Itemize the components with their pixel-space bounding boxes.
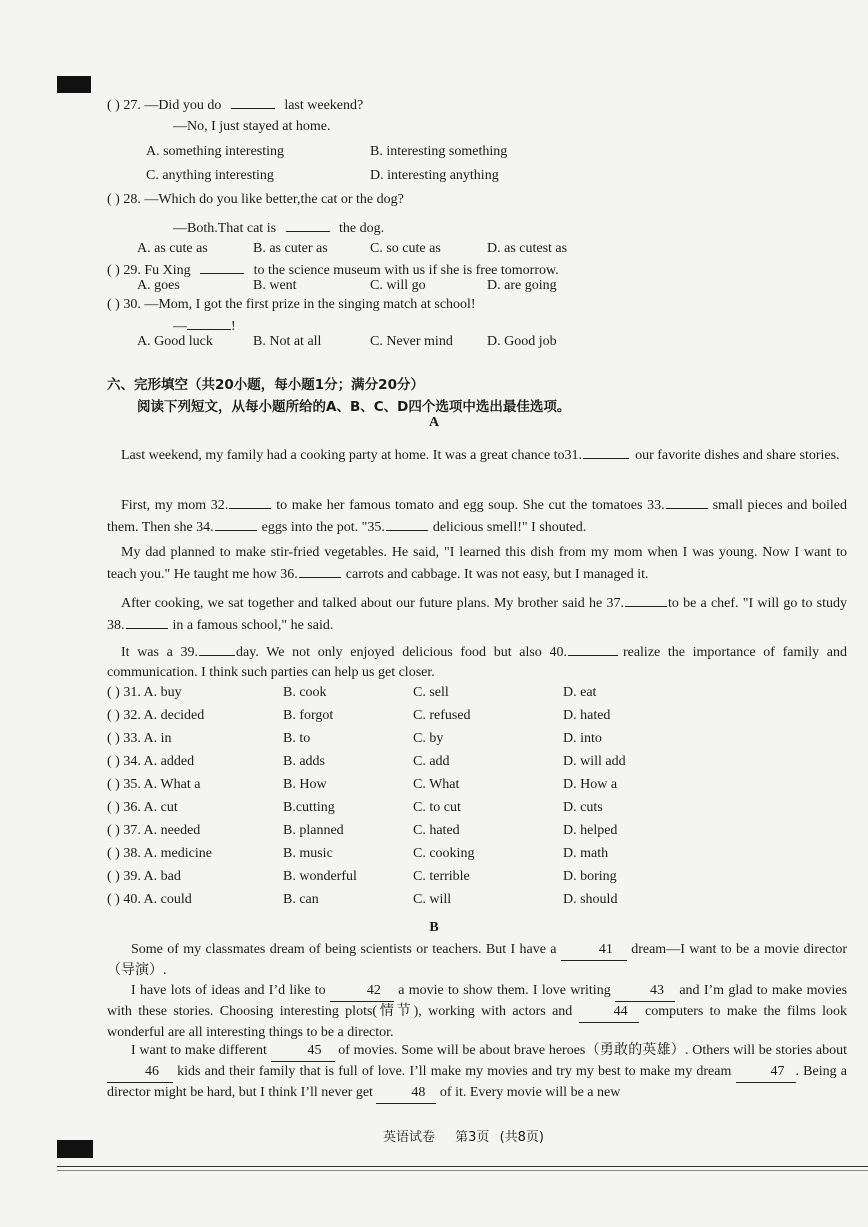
passage-a-p2-c: small pieces and boiled them. Then she 34. (107, 498, 847, 535)
q27-option-c: C. anything interesting (146, 168, 274, 183)
q30-option-a: A. Good luck (137, 334, 213, 349)
option-37-b: B. planned (283, 823, 344, 838)
q29-option-c: C. will go (370, 278, 426, 293)
option-38-d: D. math (563, 846, 609, 861)
q27-stem-a: ( ) 27. —Did you do (107, 98, 222, 113)
option-33-d: D. into (563, 731, 602, 746)
footer-page: 第3页 (455, 1130, 490, 1145)
option-34-c: C. add (413, 754, 450, 769)
passage-a-p3-b: carrots and cabbage. It was not easy, but I managed it. (345, 567, 649, 582)
part-b-label: B (429, 920, 439, 935)
passage-b-p3 (107, 1041, 847, 1104)
passage-a-p1 (107, 444, 847, 466)
footer-rule-bottom (57, 1170, 868, 1171)
passage-a-p2-b: to make her famous tomato and egg soup. She cut the tomatoes 33. (276, 498, 665, 513)
passage-a-p4-a: After cooking, we sat together and talked about our future plans. My brother said he 37. (121, 596, 624, 611)
blank-43: 43 (615, 981, 675, 1002)
q29-option-b: B. went (253, 278, 297, 293)
option-31-c: C. sell (413, 685, 449, 700)
option-36-a: ( ) 36. A. cut (107, 800, 178, 815)
option-31-d: D. eat (563, 685, 597, 700)
option-31-a: ( ) 31. A. buy (107, 685, 182, 700)
passage-a-p2 (107, 494, 847, 538)
option-38-c: C. cooking (413, 846, 475, 861)
blank-34 (215, 516, 257, 531)
blank-41: 41 (561, 940, 627, 961)
passage-a-p2-e: delicious smell!" I shouted. (432, 520, 587, 535)
option-36-d: D. cuts (563, 800, 603, 815)
blank-35 (386, 516, 428, 531)
section6-instruction: 阅读下列短文，从每小题所给的A、B、C、D四个选项中选出最佳选项。 (137, 399, 571, 415)
q30-option-c: C. Never mind (370, 334, 453, 349)
option-35-c: C. What (413, 777, 460, 792)
q30-stem: ( ) 30. —Mom, I got the first prize in the singing match at school! (107, 297, 476, 312)
passage-b-p3-e: of it. Every movie will be a new (439, 1085, 621, 1100)
passage-a-p4-b: to be a chef. "I will go to study 38. (107, 596, 847, 633)
option-33-b: B. to (283, 731, 311, 746)
option-40-c: C. will (413, 892, 452, 907)
passage-b-p2-d: computers to make the films look wonderful are all interesting things to be a director. (107, 1004, 847, 1040)
footer-rule (57, 1166, 868, 1167)
passage-a-p1-b: our favorite dishes and share stories. (635, 448, 840, 463)
passage-a-p1-a: Last weekend, my family had a cooking party at home. It was a great chance to31. (121, 448, 583, 463)
q29-option-a: A. goes (137, 278, 180, 293)
passage-a-p2-d: eggs into the pot. "35. (261, 520, 385, 535)
option-38-a: ( ) 38. A. medicine (107, 846, 212, 861)
blank-47: 47 (736, 1062, 796, 1083)
option-35-a: ( ) 35. A. What a (107, 777, 201, 792)
footer (383, 1126, 544, 1145)
option-40-d: D. should (563, 892, 618, 907)
passage-b-p3-a: I want to make different (131, 1043, 267, 1058)
footer-total: (共8页) (499, 1130, 544, 1145)
part-a-label: A (428, 415, 440, 430)
option-33-a: ( ) 33. A. in (107, 731, 172, 746)
registration-mark-top (57, 76, 91, 93)
blank-31 (583, 444, 629, 459)
option-38-b: B. music (283, 846, 333, 861)
q28-option-d: D. as cutest as (487, 241, 568, 256)
option-34-b: B. adds (283, 754, 325, 769)
blank-38 (126, 614, 168, 629)
option-35-d: D. How a (563, 777, 618, 792)
option-36-b: B.cutting (283, 800, 335, 815)
passage-b-p1-a: Some of my classmates dream of being scientists or teachers. But I have a (131, 942, 557, 957)
q30-blank (187, 315, 231, 330)
q29-option-d: D. are going (487, 278, 557, 293)
q28-reply-b: the dog. (339, 221, 385, 236)
option-36-c: C. to cut (413, 800, 461, 815)
blank-42: 42 (330, 981, 394, 1002)
option-40-a: ( ) 40. A. could (107, 892, 192, 907)
passage-b-p3-d: . Being a director might be hard, but I think I’ll never get (107, 1064, 848, 1100)
passage-b-p2 (107, 981, 847, 1043)
option-34-a: ( ) 34. A. added (107, 754, 195, 769)
q29-blank (200, 259, 244, 274)
q29-stem-b: to the science museum with us if she is free tomorrow. (253, 263, 559, 278)
q27-blank (231, 94, 275, 109)
passage-b-p3-b: of movies. Some will be about brave heroes（勇敢的英雄）. Others will be stories about (338, 1043, 847, 1058)
blank-44: 44 (579, 1002, 639, 1023)
q30-reply (173, 315, 236, 335)
passage-b-p2-b: a movie to show them. I love writing (398, 983, 611, 998)
passage-a-p3 (107, 543, 847, 585)
q27-stem (107, 94, 363, 114)
passage-a-p5-a: It was a 39. (121, 645, 198, 660)
passage-b-p3-c: kids and their family that is full of love. I’ll make my movies and try my best to make my dream (177, 1064, 732, 1079)
passage-a-p3-a: My dad planned to make stir-fried vegetables. He said, "I learned this dish from my mom when I was young. Now I want to teach you." He taught me how 36. (107, 545, 847, 582)
footer-subject: 英语试卷 (383, 1130, 436, 1145)
passage-a-p5 (107, 641, 847, 683)
passage-a-p4-c: in a famous school," he said. (172, 618, 334, 633)
option-33-c: C. by (413, 731, 444, 746)
blank-40 (568, 641, 618, 656)
q30-reply-a: — (173, 319, 187, 334)
blank-48: 48 (376, 1083, 436, 1104)
option-32-a: ( ) 32. A. decided (107, 708, 205, 723)
section6-heading: 六、完形填空（共20小题，每小题1分；满分20分） (107, 377, 424, 393)
blank-46: 46 (107, 1062, 173, 1083)
q28-option-b: B. as cuter as (253, 241, 328, 256)
option-37-a: ( ) 37. A. needed (107, 823, 201, 838)
passage-a-p5-c: realize the importance of family and communication. I think such parties can help us get closer. (107, 645, 847, 680)
q30-option-b: B. Not at all (253, 334, 322, 349)
passage-b-p2-a: I have lots of ideas and I’d like to (131, 983, 326, 998)
registration-mark-bottom (57, 1140, 93, 1158)
option-34-d: D. will add (563, 754, 626, 769)
option-39-a: ( ) 39. A. bad (107, 869, 181, 884)
q28-blank (286, 217, 330, 232)
option-39-b: B. wonderful (283, 869, 357, 884)
q27-stem-b: last weekend? (284, 98, 364, 113)
blank-33 (666, 494, 708, 509)
passage-b-p2-c: and I’m glad to make movies with these stories. Choosing interesting plots(情节), working with actors and (107, 983, 848, 1019)
blank-45: 45 (271, 1041, 335, 1062)
option-35-b: B. How (283, 777, 327, 792)
q30-reply-b: ! (231, 319, 236, 334)
option-37-d: D. helped (563, 823, 618, 838)
blank-32 (229, 494, 271, 509)
passage-a-p4 (107, 592, 847, 636)
option-39-d: D. boring (563, 869, 617, 884)
q27-option-b: B. interesting something (370, 144, 508, 159)
q27-option-d: D. interesting anything (370, 168, 499, 183)
passage-a-p5-b: day. We not only enjoyed delicious food but also 40. (236, 645, 567, 660)
blank-36 (299, 563, 341, 578)
q29-stem-a: ( ) 29. Fu Xing (107, 263, 191, 278)
q28-option-c: C. so cute as (370, 241, 441, 256)
passage-b-p1 (107, 940, 847, 981)
blank-37 (625, 592, 667, 607)
option-32-b: B. forgot (283, 708, 334, 723)
q29-stem (107, 259, 559, 279)
option-39-c: C. terrible (413, 869, 470, 884)
passage-a-p2-a: First, my mom 32. (121, 498, 229, 513)
option-32-d: D. hated (563, 708, 611, 723)
passage-b-p1-b: dream—I want to be a movie director（导演）. (107, 942, 848, 978)
q27-reply: —No, I just stayed at home. (173, 119, 331, 134)
option-40-b: B. can (283, 892, 319, 907)
blank-39 (199, 641, 235, 656)
q28-stem: ( ) 28. —Which do you like better,the cat or the dog? (107, 192, 404, 207)
option-37-c: C. hated (413, 823, 460, 838)
option-31-b: B. cook (283, 685, 327, 700)
q28-option-a: A. as cute as (137, 241, 208, 256)
q28-reply (173, 217, 384, 237)
q30-option-d: D. Good job (487, 334, 557, 349)
q27-option-a: A. something interesting (146, 144, 285, 159)
option-32-c: C. refused (413, 708, 471, 723)
q28-reply-a: —Both.That cat is (173, 221, 277, 236)
